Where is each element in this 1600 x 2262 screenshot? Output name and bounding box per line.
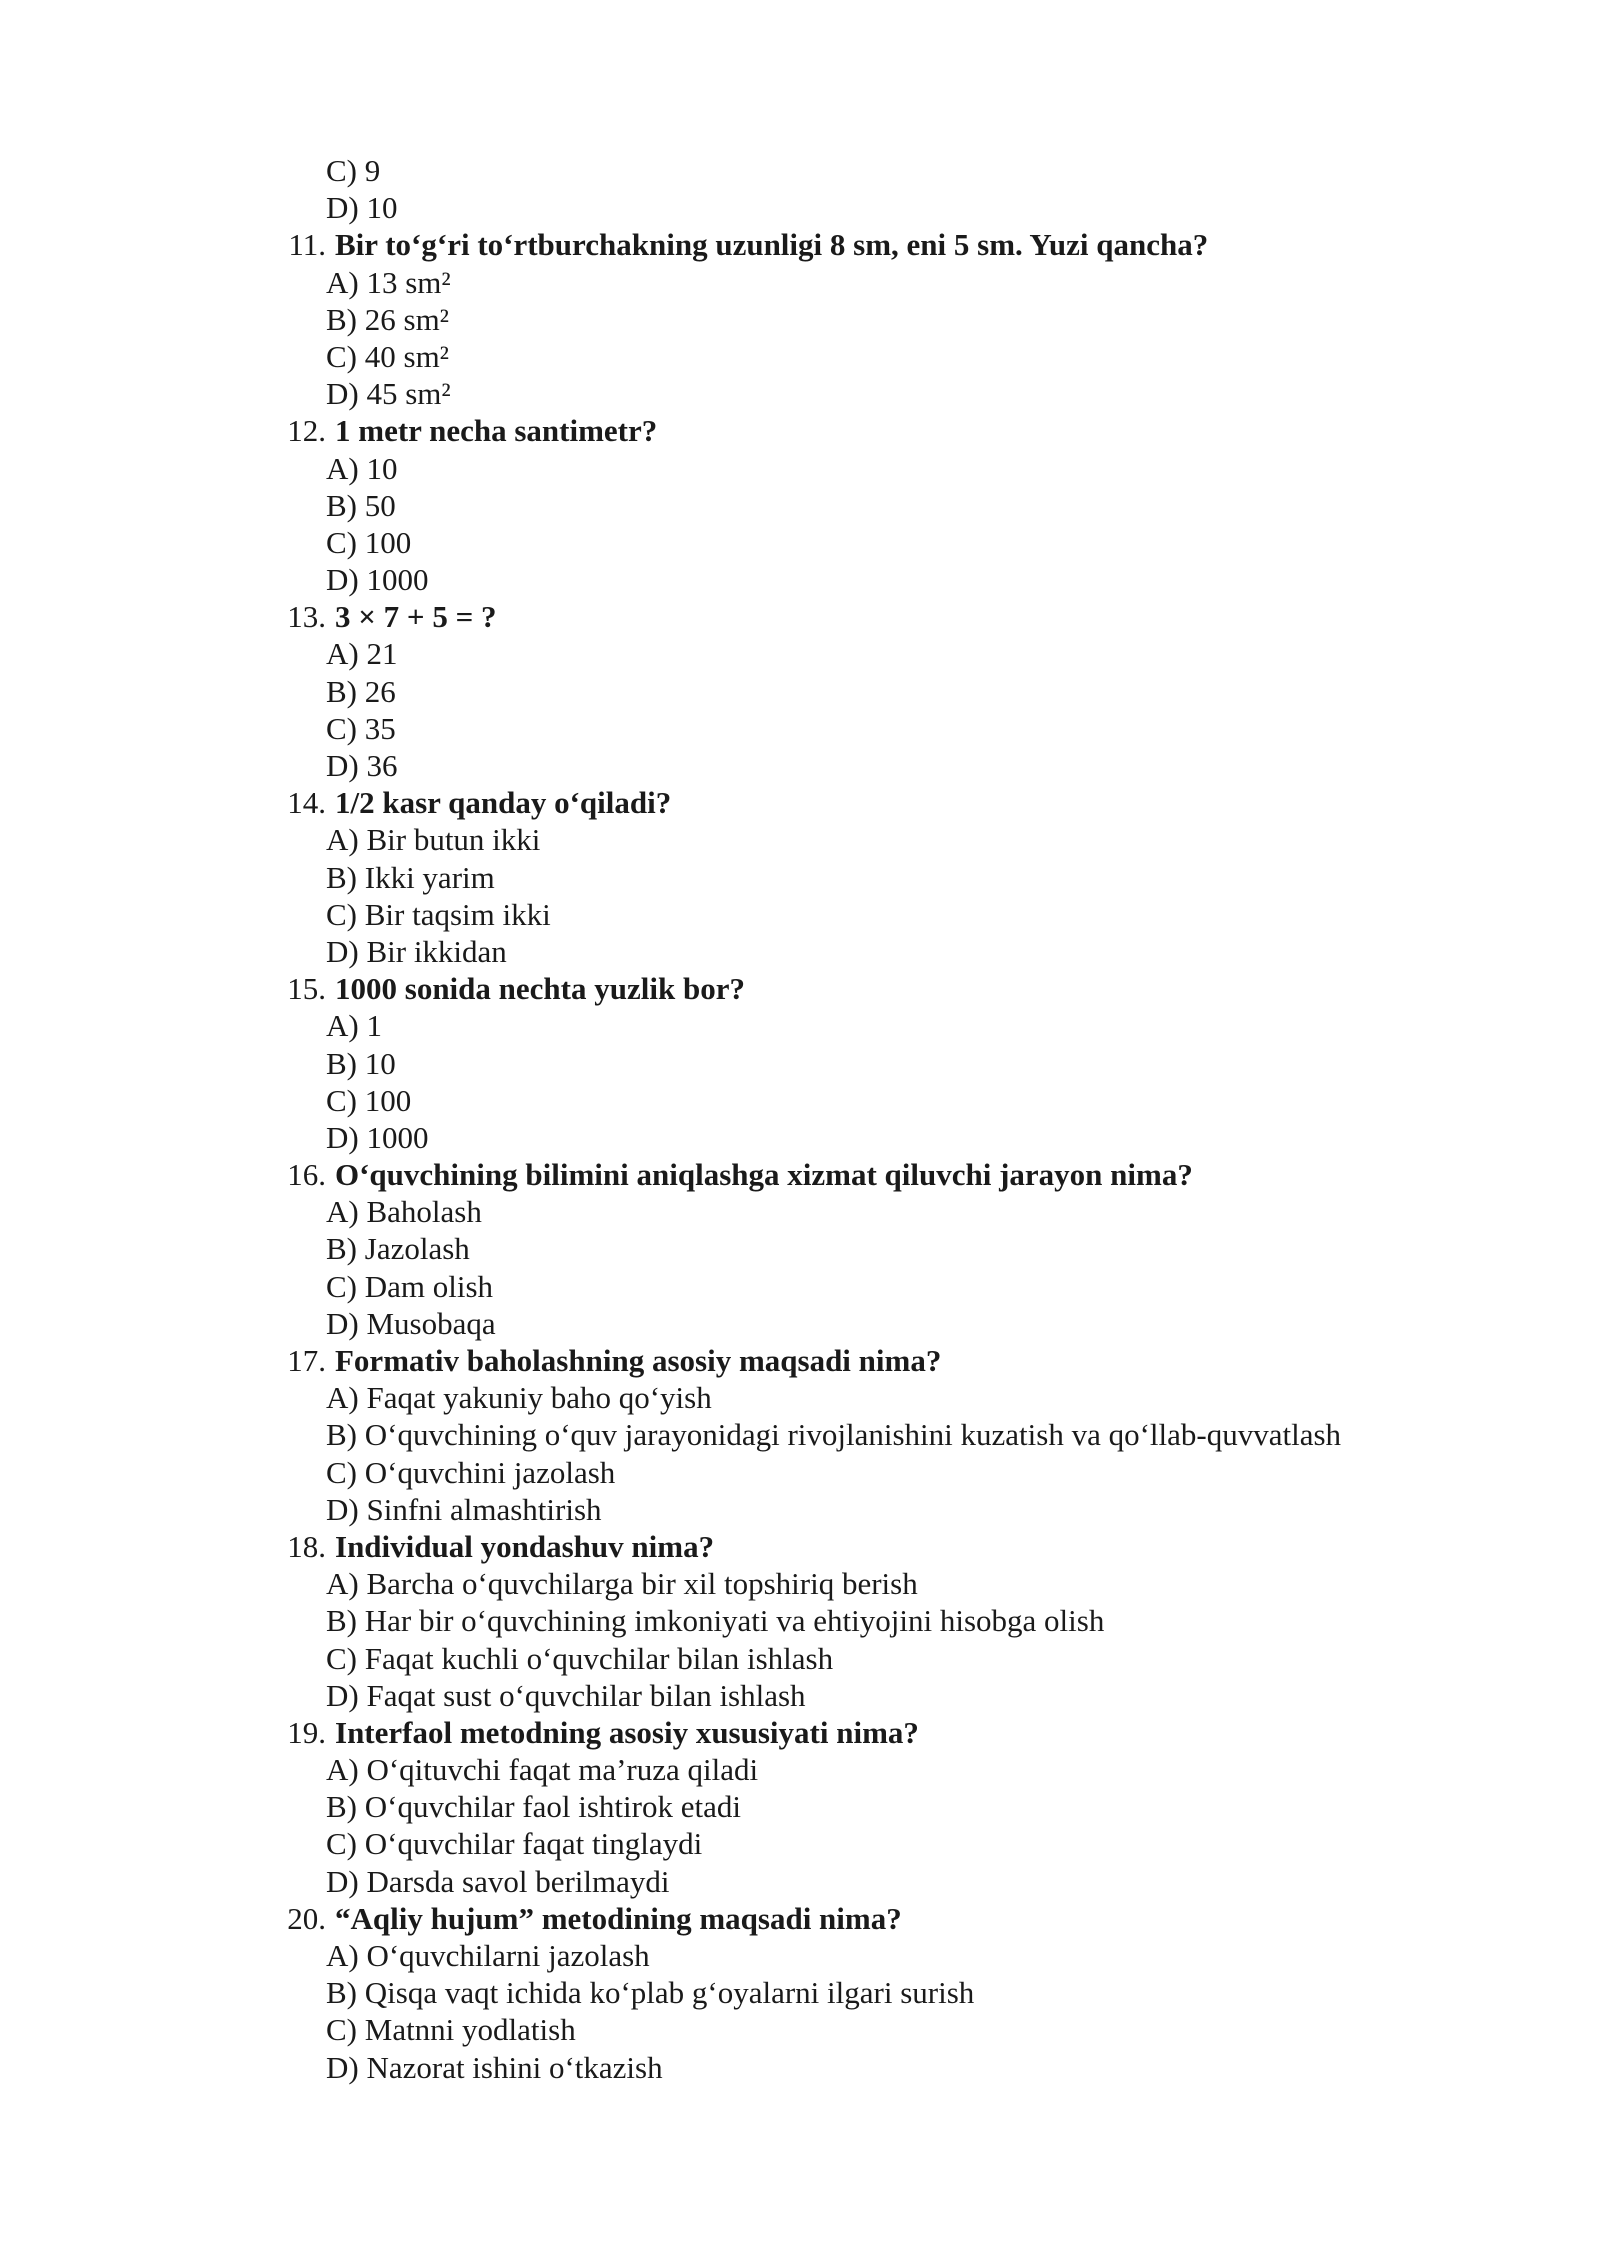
question-option: A) 1 (326, 1008, 382, 1044)
question-14 (270, 784, 1520, 821)
question-number: 18. (287, 1528, 326, 1564)
question-number: 16. (287, 1157, 326, 1193)
question-option: C) 35 (326, 710, 396, 746)
question-option: C) Matnni yodlatish (326, 2012, 576, 2048)
question-17 (270, 1342, 1520, 1379)
question-option: D) Musobaqa (326, 1305, 496, 1341)
question-option: D) 1000 (326, 562, 429, 598)
question-option: B) 26 (326, 673, 396, 709)
question-option: A) 13 sm² (326, 264, 451, 300)
question-11 (270, 226, 1520, 263)
question-number: 11. (288, 227, 326, 263)
question-13 (270, 598, 1520, 635)
question-option: D) 10 (326, 190, 398, 226)
question-option: B) 26 sm² (326, 301, 449, 337)
question-option: B) Jazolash (326, 1231, 470, 1267)
question-number: 13. (287, 599, 326, 635)
question-option: D) Darsda savol berilmaydi (326, 1863, 670, 1899)
question-number: 12. (287, 413, 326, 449)
question-option: A) Bir butun ikki (326, 822, 541, 858)
question-number: 14. (287, 785, 326, 821)
question-number: 19. (287, 1714, 326, 1750)
question-15 (270, 970, 1520, 1007)
question-option: C) Dam olish (326, 1268, 494, 1304)
question-option: B) Qisqa vaqt ichida ko‘plab g‘oyalarni ilgari surish (326, 1975, 975, 2011)
question-18 (270, 1528, 1520, 1565)
question-option: B) Har bir o‘quvchining imkoniyati va ehtiyojini hisobga olish (326, 1603, 1105, 1639)
question-text: 1000 sonida nechta yuzlik bor? (335, 971, 745, 1007)
question-option: C) Bir taqsim ikki (326, 896, 551, 932)
question-text: O‘quvchining bilimini aniqlashga xizmat qiluvchi jarayon nima? (335, 1157, 1193, 1193)
question-20 (270, 1900, 1520, 1937)
question-text: 1/2 kasr qanday o‘qiladi? (335, 785, 672, 821)
question-option: A) Faqat yakuniy baho qo‘yish (326, 1380, 712, 1416)
question-option: D) 45 sm² (326, 376, 451, 412)
question-option: B) O‘quvchilar faol ishtirok etadi (326, 1789, 741, 1825)
question-option: B) 10 (326, 1045, 396, 1081)
question-number: 15. (287, 971, 326, 1007)
question-text: 3 × 7 + 5 = ? (335, 599, 497, 635)
question-option: C) O‘quvchilar faqat tinglaydi (326, 1826, 703, 1862)
question-option: A) O‘qituvchi faqat ma’ruza qiladi (326, 1752, 759, 1788)
question-option: D) Bir ikkidan (326, 933, 507, 969)
question-option: D) Faqat sust o‘quvchilar bilan ishlash (326, 1677, 806, 1713)
question-option: D) Sinfni almashtirish (326, 1491, 602, 1527)
question-option: C) 100 (326, 1082, 412, 1118)
question-number: 20. (287, 1900, 326, 1936)
question-option: A) Barcha o‘quvchilarga bir xil topshiriq berish (326, 1566, 918, 1602)
question-option: C) Faqat kuchli o‘quvchilar bilan ishlash (326, 1640, 834, 1676)
question-text: Formativ baholashning asosiy maqsadi nima? (335, 1343, 942, 1378)
question-option: A) O‘quvchilarni jazolash (326, 1938, 650, 1973)
question-option: B) 50 (326, 487, 396, 523)
question-text: Bir to‘g‘ri to‘rtburchakning uzunligi 8 sm, eni 5 sm. Yuzi qancha? (335, 227, 1209, 263)
question-19 (270, 1714, 1520, 1751)
question-option: B) O‘quvchining o‘quv jarayonidagi rivojlanishini kuzatish va qo‘llab-quvvatlash (326, 1417, 1342, 1453)
question-option: C) 9 (326, 153, 381, 188)
question-option: C) O‘quvchini jazolash (326, 1454, 616, 1490)
question-text: Interfaol metodning asosiy xususiyati nima? (335, 1714, 919, 1750)
question-number: 17. (287, 1343, 326, 1378)
question-text: “Aqliy hujum” metodining maqsadi nima? (335, 1900, 902, 1936)
question-option: D) 36 (326, 748, 398, 783)
question-12 (270, 412, 1520, 449)
question-option: C) 40 sm² (326, 338, 449, 374)
question-text: Individual yondashuv nima? (335, 1528, 715, 1564)
question-option: D) Nazorat ishini o‘tkazish (326, 2049, 663, 2085)
question-option: D) 1000 (326, 1119, 429, 1155)
question-option: A) Baholash (326, 1194, 482, 1230)
quiz-content (270, 152, 1520, 2086)
question-text: 1 metr necha santimetr? (335, 413, 658, 449)
question-16 (270, 1156, 1520, 1193)
question-option: C) 100 (326, 524, 412, 560)
question-option: A) 21 (326, 636, 398, 672)
question-option: A) 10 (326, 450, 398, 486)
question-option: B) Ikki yarim (326, 859, 495, 895)
